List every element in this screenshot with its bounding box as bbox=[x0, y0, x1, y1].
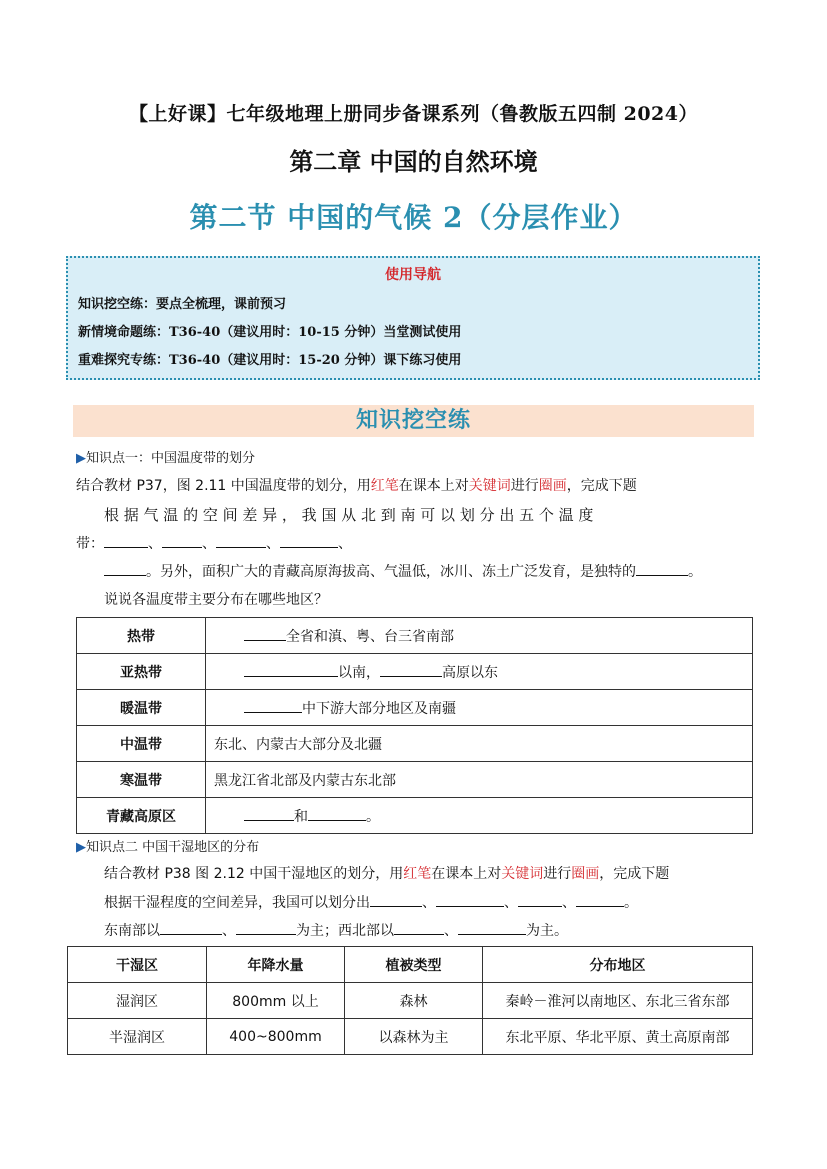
answer-blank[interactable] bbox=[380, 662, 442, 677]
answer-blank[interactable] bbox=[104, 533, 148, 548]
region-text: 中下游大部分地区及南疆 bbox=[302, 700, 456, 717]
kp1-title: 知识点一：中国温度带的划分 bbox=[86, 451, 256, 466]
answer-blank[interactable] bbox=[244, 806, 294, 821]
column-header: 分布地区 bbox=[483, 947, 753, 983]
para-text: 。 bbox=[624, 895, 638, 911]
series-title: 【上好课】七年级地理上册同步备课系列（鲁教版五四制 2024） bbox=[129, 103, 698, 125]
para-text: 。另外，面积广大的青藏高原海拔高、气温低，冰川、冻土广泛发育，是独特的 bbox=[146, 564, 636, 580]
zone-name: 亚热带 bbox=[77, 654, 206, 690]
triangle-marker-icon: ▶ bbox=[76, 451, 86, 466]
zone-name: 热带 bbox=[77, 618, 206, 654]
instr-text: 结合教材 P38 图 2.12 中国干湿地区的划分，用 bbox=[104, 866, 404, 882]
answer-blank[interactable] bbox=[162, 533, 202, 548]
table-row bbox=[77, 690, 753, 726]
instr-text: 在课本上对 bbox=[398, 478, 469, 494]
kp1-instruction bbox=[76, 475, 637, 495]
table-cell: 以森林为主 bbox=[345, 1019, 483, 1055]
instr-text: ，完成下题 bbox=[599, 866, 670, 882]
separator: 、 bbox=[266, 536, 280, 552]
kp1-zone-blanks bbox=[76, 533, 352, 553]
guide-line-inclass: 新情境命题练：T36-40（建议用时：10-15 分钟）当堂测试使用 bbox=[78, 325, 462, 340]
usage-guide-title: 使用导航 bbox=[385, 267, 441, 283]
table-cell: 秦岭－淮河以南地区、东北三省东部 bbox=[483, 983, 753, 1019]
separator: 、 bbox=[338, 536, 352, 552]
answer-blank[interactable] bbox=[280, 533, 338, 548]
table-row bbox=[77, 798, 753, 834]
table-cell: 400~800mm bbox=[207, 1019, 345, 1055]
para-text: 东南部以 bbox=[104, 923, 160, 939]
table-row bbox=[68, 1019, 753, 1055]
answer-blank[interactable] bbox=[244, 698, 302, 713]
region-text: 高原以东 bbox=[442, 664, 498, 681]
table-header-row bbox=[68, 947, 753, 983]
answer-blank[interactable] bbox=[436, 892, 504, 907]
answer-blank[interactable] bbox=[458, 920, 526, 935]
answer-blank[interactable] bbox=[308, 806, 366, 821]
para-text: 为主；西北部以 bbox=[296, 923, 394, 939]
table-cell: 森林 bbox=[345, 983, 483, 1019]
answer-blank[interactable] bbox=[518, 892, 562, 907]
zone-region: 东北、内蒙古大部分及北疆 bbox=[206, 726, 753, 762]
instr-text: ，完成下题 bbox=[566, 478, 637, 494]
separator: 、 bbox=[148, 536, 162, 552]
para-text: 根据干湿程度的空间差异，我国可以划分出 bbox=[104, 895, 370, 911]
answer-blank[interactable] bbox=[244, 662, 338, 677]
kp1-paragraph-1: 根 据 气 温 的 空 间 差 异 ， 我 国 从 北 到 南 可 以 划 分 出 五 个 温 度 bbox=[104, 506, 594, 524]
instr-text: 在课本上对 bbox=[431, 866, 502, 882]
knowledge-point-1-heading bbox=[76, 447, 255, 466]
answer-blank[interactable] bbox=[216, 533, 266, 548]
para-text: 带： bbox=[76, 536, 104, 552]
region-text: 全省和滇、粤、台三省南部 bbox=[286, 628, 454, 645]
separator: 、 bbox=[444, 923, 458, 939]
kp2-paragraph-2 bbox=[104, 920, 568, 940]
zone-name: 青藏高原区 bbox=[77, 798, 206, 834]
guide-line-homework: 重难探究专练：T36-40（建议用时：15-20 分钟）课下练习使用 bbox=[78, 353, 462, 368]
table-cell: 湿润区 bbox=[68, 983, 207, 1019]
column-header: 年降水量 bbox=[207, 947, 345, 983]
section-title: 第二节 中国的气候 2（分层作业） bbox=[189, 201, 638, 234]
separator: 、 bbox=[202, 536, 216, 552]
answer-blank[interactable] bbox=[576, 892, 624, 907]
triangle-marker-icon: ▶ bbox=[76, 840, 86, 855]
instr-text: 进行 bbox=[543, 866, 572, 882]
answer-blank[interactable] bbox=[636, 561, 688, 576]
guide-line-preview: 知识挖空练：要点全梳理，课前预习 bbox=[78, 297, 287, 312]
dry-wet-region-table bbox=[67, 946, 753, 1055]
region-text: 。 bbox=[366, 808, 380, 825]
instr-text: 进行 bbox=[510, 478, 539, 494]
kp2-title: 知识点二 中国干湿地区的分布 bbox=[86, 840, 260, 855]
separator: 、 bbox=[422, 895, 436, 911]
instr-keyword: 关键词 bbox=[501, 866, 544, 882]
column-header: 植被类型 bbox=[345, 947, 483, 983]
banner-label: 知识挖空练 bbox=[355, 408, 471, 433]
zone-name: 暖温带 bbox=[77, 690, 206, 726]
table-row bbox=[77, 726, 753, 762]
instr-red-pen: 红笔 bbox=[403, 866, 432, 882]
instr-keyword: 关键词 bbox=[468, 478, 511, 494]
table-cell: 800mm 以上 bbox=[207, 983, 345, 1019]
kp2-paragraph-1 bbox=[104, 892, 638, 912]
separator: 、 bbox=[222, 923, 236, 939]
table-cell: 半湿润区 bbox=[68, 1019, 207, 1055]
usage-guide-box bbox=[66, 256, 760, 380]
kp2-instruction bbox=[104, 863, 669, 883]
kp1-question: 说说各温度带主要分布在哪些地区？ bbox=[104, 592, 328, 608]
zone-region bbox=[206, 690, 753, 726]
zone-name: 中温带 bbox=[77, 726, 206, 762]
column-header: 干湿区 bbox=[68, 947, 207, 983]
answer-blank[interactable] bbox=[236, 920, 296, 935]
separator: 、 bbox=[562, 895, 576, 911]
region-text: 以南， bbox=[338, 664, 380, 681]
answer-blank[interactable] bbox=[104, 561, 146, 576]
zone-region bbox=[206, 798, 753, 834]
answer-blank[interactable] bbox=[394, 920, 444, 935]
instr-text: 结合教材 P37，图 2.11 中国温度带的划分，用 bbox=[76, 478, 371, 494]
zone-region: 黑龙江省北部及内蒙古东北部 bbox=[206, 762, 753, 798]
zone-name: 寒温带 bbox=[77, 762, 206, 798]
table-row bbox=[77, 762, 753, 798]
knowledge-point-2-heading bbox=[76, 836, 259, 855]
chapter-title: 第二章 中国的自然环境 bbox=[289, 148, 538, 176]
instr-red-pen: 红笔 bbox=[370, 478, 399, 494]
separator: 、 bbox=[504, 895, 518, 911]
zone-region bbox=[206, 654, 753, 690]
table-row bbox=[77, 618, 753, 654]
answer-blank[interactable] bbox=[160, 920, 222, 935]
zone-region bbox=[206, 618, 753, 654]
region-text: 和 bbox=[294, 808, 308, 825]
answer-blank[interactable] bbox=[370, 892, 422, 907]
para-text: 为主。 bbox=[526, 923, 568, 939]
para-text: 。 bbox=[688, 564, 702, 580]
temperature-zone-table bbox=[76, 617, 753, 834]
table-row bbox=[77, 654, 753, 690]
table-cell: 东北平原、华北平原、黄土高原南部 bbox=[483, 1019, 753, 1055]
instr-circle: 圈画 bbox=[571, 866, 600, 882]
instr-circle: 圈画 bbox=[538, 478, 567, 494]
section-banner bbox=[73, 405, 754, 437]
answer-blank[interactable] bbox=[244, 626, 286, 641]
table-row bbox=[68, 983, 753, 1019]
kp1-paragraph-2 bbox=[104, 561, 702, 581]
